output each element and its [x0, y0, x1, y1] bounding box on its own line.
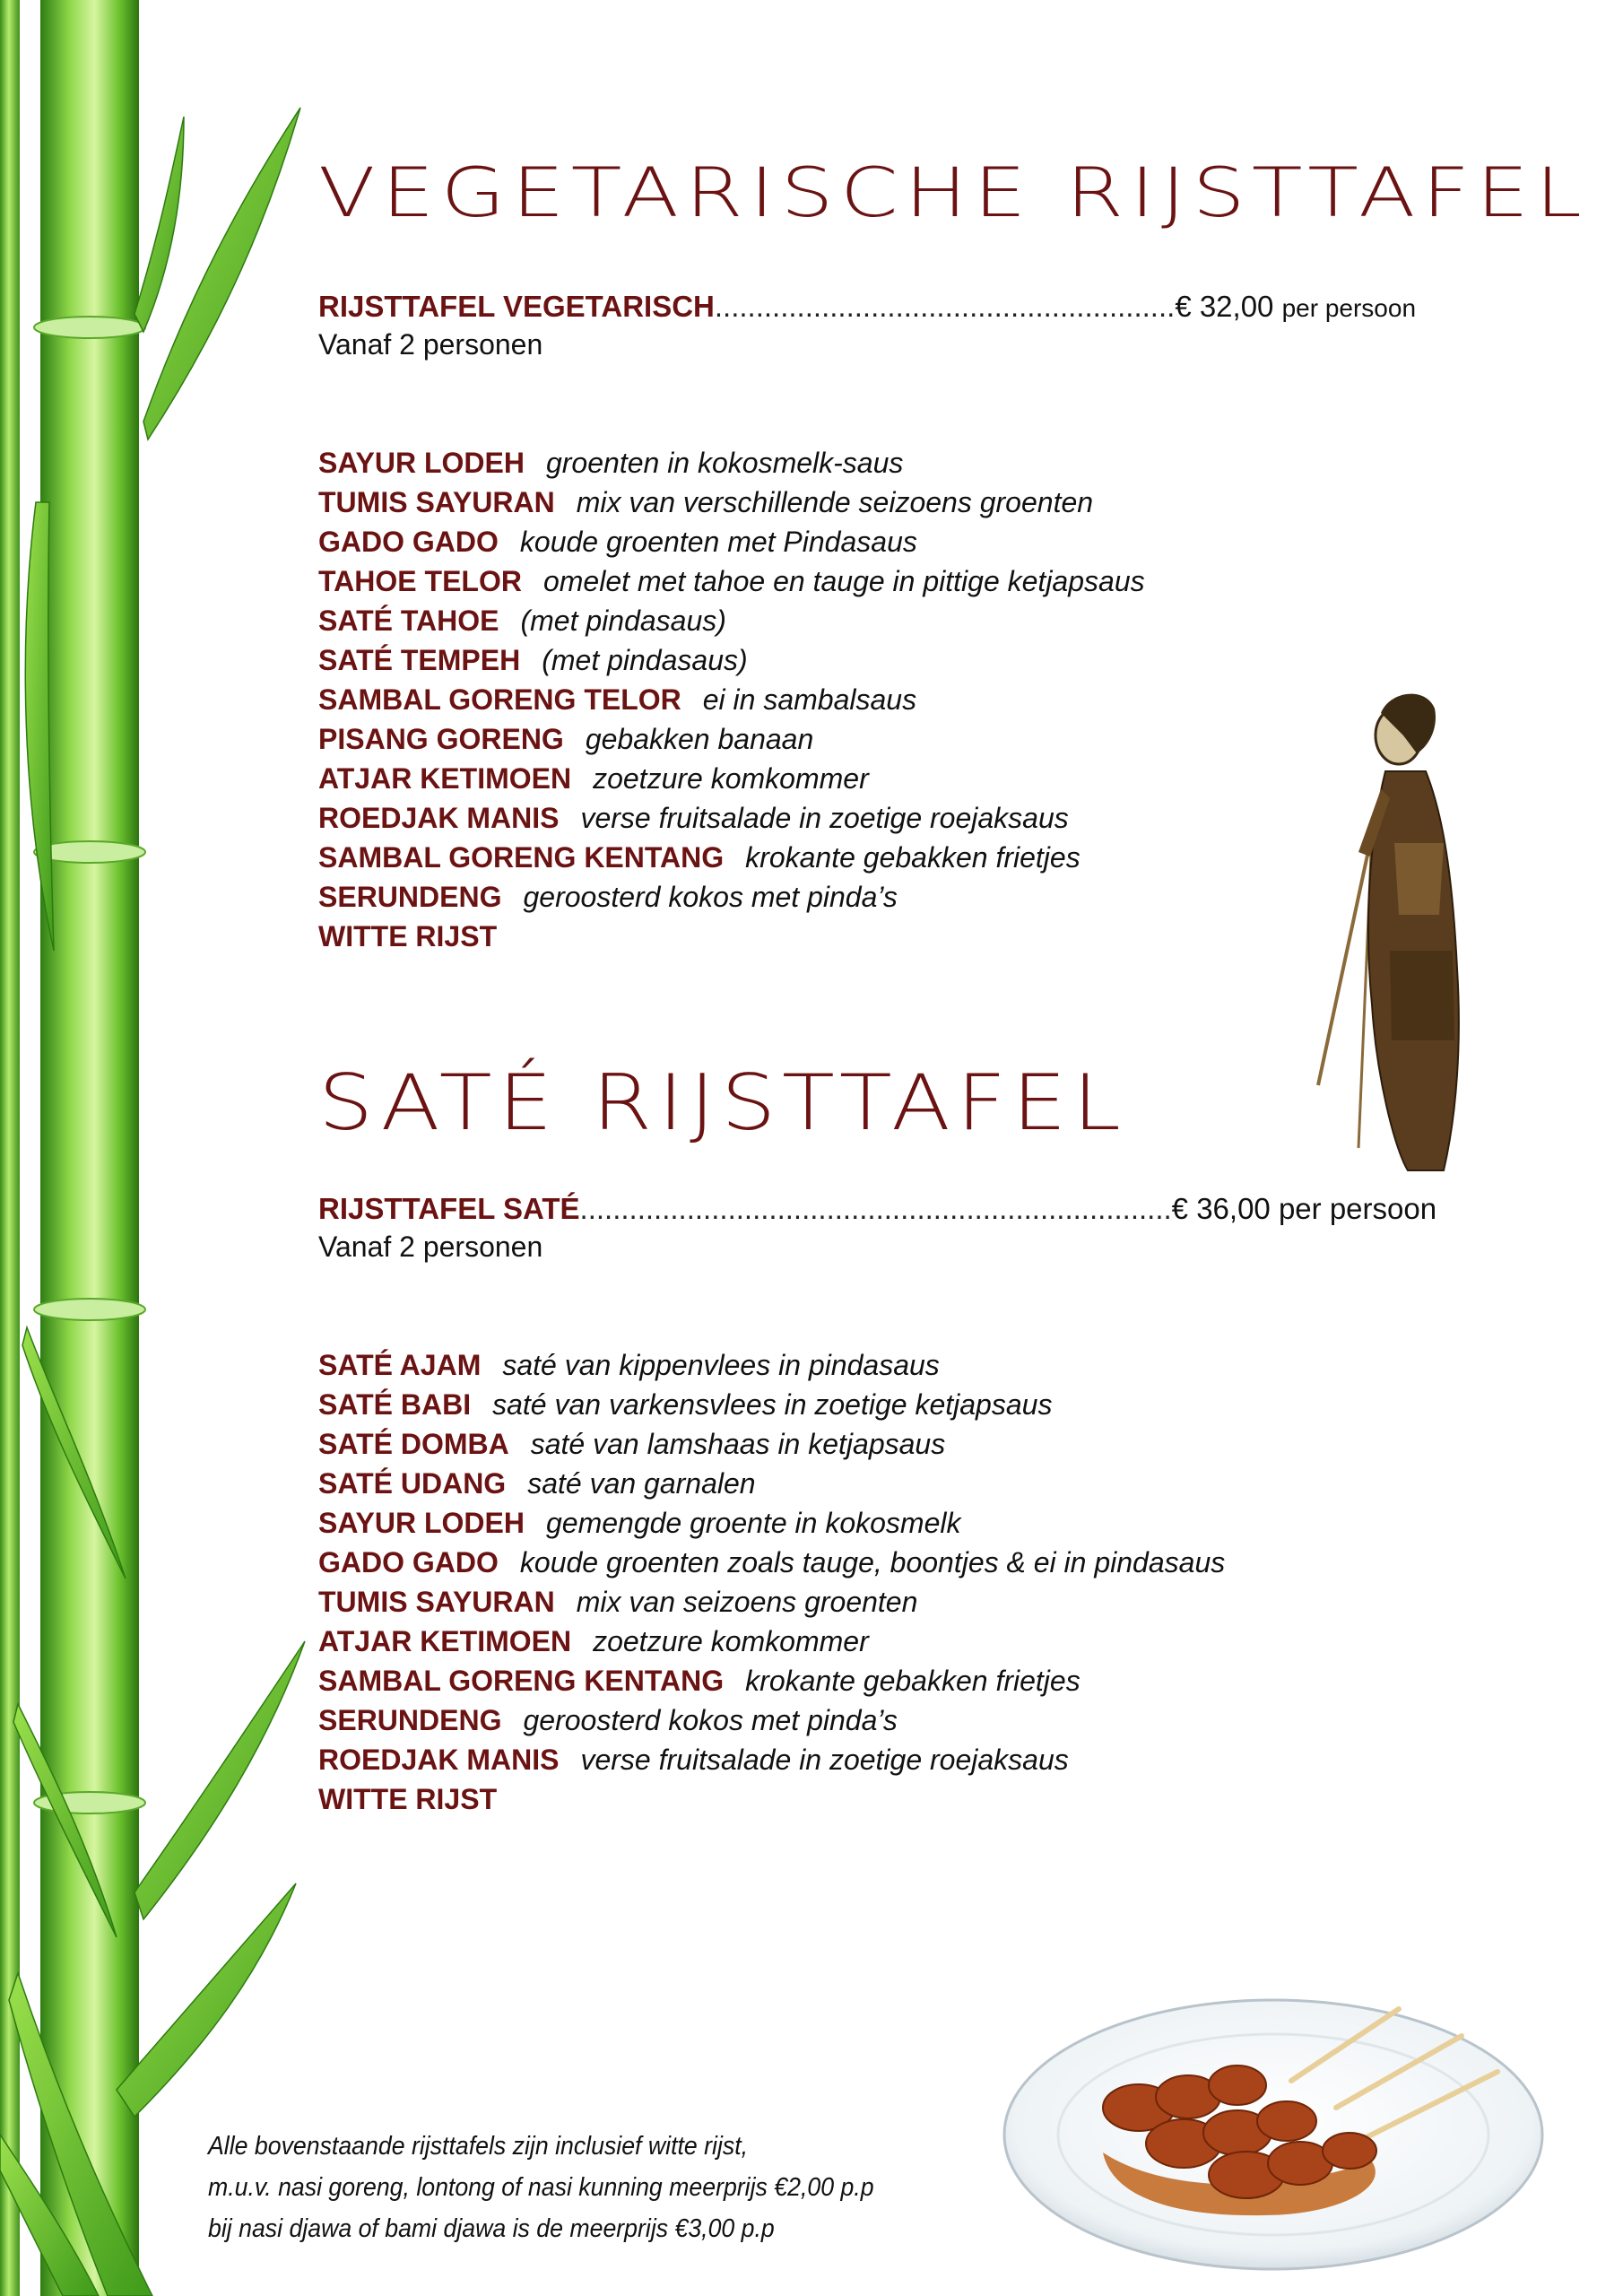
- section-title-sate: SATÉ RIJSTTAFEL: [318, 1058, 1127, 1148]
- dish-item: [318, 680, 1394, 719]
- footnote-line: Alle bovenstaande rijsttafels zijn inclusief witte rijst,: [208, 2132, 749, 2161]
- dish-description: verse fruitsalade in zoetige roejaksaus: [580, 802, 1069, 834]
- dish-item: [318, 1385, 1394, 1424]
- dish-item: [318, 561, 1394, 601]
- minimum-persons-note: Vanaf 2 personen: [318, 328, 543, 361]
- dish-name: SATÉ DOMBA: [318, 1428, 509, 1460]
- dish-description: koude groenten met Pindasaus: [519, 526, 917, 558]
- dish-item: [318, 1661, 1394, 1700]
- dish-name: SATÉ AJAM: [318, 1349, 482, 1381]
- footnote-line: bij nasi djawa of bami djawa is de meerprijs €3,00 p.p: [208, 2214, 775, 2243]
- dish-item: [318, 483, 1394, 522]
- dish-item: [318, 1700, 1394, 1740]
- dish-item: [318, 1582, 1394, 1622]
- dish-item: [318, 719, 1394, 759]
- wayang-puppet-illustration: [1309, 682, 1488, 1184]
- dish-name: SAMBAL GORENG TELOR: [318, 683, 681, 716]
- dish-item: [318, 1622, 1394, 1661]
- price-per-person: per persoon: [1278, 1192, 1437, 1225]
- dish-item: [318, 1503, 1394, 1543]
- minimum-persons-note: Vanaf 2 personen: [318, 1231, 543, 1263]
- sate-plate-illustration: [995, 1973, 1551, 2278]
- price-line-name: RIJSTTAFEL SATÉ: [318, 1192, 580, 1225]
- price-line-vegetarian: [318, 289, 1538, 326]
- price-line-name: RIJSTTAFEL VEGETARISCH: [318, 290, 715, 323]
- dish-name: GADO GADO: [318, 1546, 499, 1578]
- dish-item: [318, 1740, 1394, 1779]
- dish-description: zoetzure komkommer: [593, 762, 869, 795]
- dish-description: ei in sambalsaus: [702, 683, 917, 716]
- dish-name: SAMBAL GORENG KENTANG: [318, 1665, 725, 1697]
- dish-name: SATÉ UDANG: [318, 1467, 507, 1500]
- footnote: [208, 2126, 874, 2249]
- dish-name: SATÉ TAHOE: [318, 604, 499, 637]
- dish-description: verse fruitsalade in zoetige roejaksaus: [580, 1744, 1069, 1776]
- price-leader-dots: ........................................................: [714, 290, 1176, 323]
- dish-description: geroosterd kokos met pinda’s: [523, 1704, 898, 1736]
- dish-name: ROEDJAK MANIS: [318, 1744, 560, 1776]
- dish-name: SAMBAL GORENG KENTANG: [318, 841, 725, 874]
- dish-item: [318, 838, 1394, 877]
- dish-description: saté van kippenvlees in pindasaus: [502, 1349, 940, 1381]
- bamboo-illustration: [0, 0, 323, 2296]
- dish-item: [318, 1464, 1394, 1503]
- dish-name: PISANG GORENG: [318, 723, 564, 755]
- dish-description: krokante gebakken frietjes: [745, 841, 1081, 874]
- dish-name: SATÉ BABI: [318, 1388, 472, 1421]
- dish-name: TUMIS SAYURAN: [318, 1586, 555, 1618]
- dish-item: [318, 759, 1394, 798]
- dish-item: [318, 1543, 1394, 1582]
- dish-description: mix van seizoens groenten: [576, 1586, 918, 1618]
- dish-item: [318, 1779, 1394, 1819]
- dish-description: (met pindasaus): [520, 604, 726, 637]
- dish-name: GADO GADO: [318, 526, 499, 558]
- dish-name: ATJAR KETIMOEN: [318, 1625, 572, 1657]
- dish-description: mix van verschillende seizoens groenten: [576, 486, 1094, 518]
- dish-item: [318, 917, 1394, 956]
- dish-item: [318, 601, 1394, 640]
- dish-item: [318, 798, 1394, 838]
- dish-description: gebakken banaan: [585, 723, 814, 755]
- dish-list-sate: [318, 1345, 1394, 1819]
- dish-name: ATJAR KETIMOEN: [318, 762, 572, 795]
- dish-name: TUMIS SAYURAN: [318, 486, 555, 518]
- dish-item: [318, 443, 1394, 483]
- dish-item: [318, 522, 1394, 561]
- dish-item: [318, 640, 1394, 680]
- dish-item: [318, 1345, 1394, 1385]
- dish-description: koude groenten zoals tauge, boontjes & ei in pindasaus: [519, 1546, 1226, 1578]
- price-amount: € 36,00: [1171, 1192, 1271, 1225]
- price-leader-dots: ........................................................................: [579, 1192, 1172, 1225]
- dish-description: zoetzure komkommer: [593, 1625, 869, 1657]
- dish-description: saté van lamshaas in ketjapsaus: [530, 1428, 946, 1460]
- section-title-vegetarian: VEGETARISCHE RIJSTTAFEL: [318, 152, 1589, 232]
- dish-description: (met pindasaus): [542, 644, 748, 676]
- dish-description: geroosterd kokos met pinda’s: [523, 881, 898, 913]
- dish-name: SATÉ TEMPEH: [318, 644, 521, 676]
- dish-description: omelet met tahoe en tauge in pittige ketjapsaus: [542, 565, 1145, 597]
- dish-name: TAHOE TELOR: [318, 565, 522, 597]
- dish-description: krokante gebakken frietjes: [745, 1665, 1081, 1697]
- price-line-sate: [318, 1191, 1538, 1227]
- dish-list-vegetarian: [318, 443, 1394, 956]
- dish-item: [318, 877, 1394, 917]
- dish-name: SAYUR LODEH: [318, 447, 525, 479]
- dish-name: WITTE RIJST: [318, 920, 498, 952]
- price-per-person: per persoon: [1281, 294, 1417, 322]
- footnote-line: m.u.v. nasi goreng, lontong of nasi kunning meerprijs €2,00 p.p: [208, 2173, 874, 2202]
- dish-name: WITTE RIJST: [318, 1783, 498, 1815]
- dish-name: SAYUR LODEH: [318, 1507, 525, 1539]
- dish-description: saté van varkensvlees in zoetige ketjapsaus: [492, 1388, 1053, 1421]
- dish-description: saté van garnalen: [527, 1467, 756, 1500]
- dish-name: SERUNDENG: [318, 1704, 502, 1736]
- dish-description: groenten in kokosmelk-saus: [545, 447, 904, 479]
- dish-item: [318, 1424, 1394, 1464]
- dish-name: SERUNDENG: [318, 881, 502, 913]
- dish-description: gemengde groente in kokosmelk: [545, 1507, 961, 1539]
- price-amount: € 32,00: [1175, 290, 1274, 323]
- dish-name: ROEDJAK MANIS: [318, 802, 560, 834]
